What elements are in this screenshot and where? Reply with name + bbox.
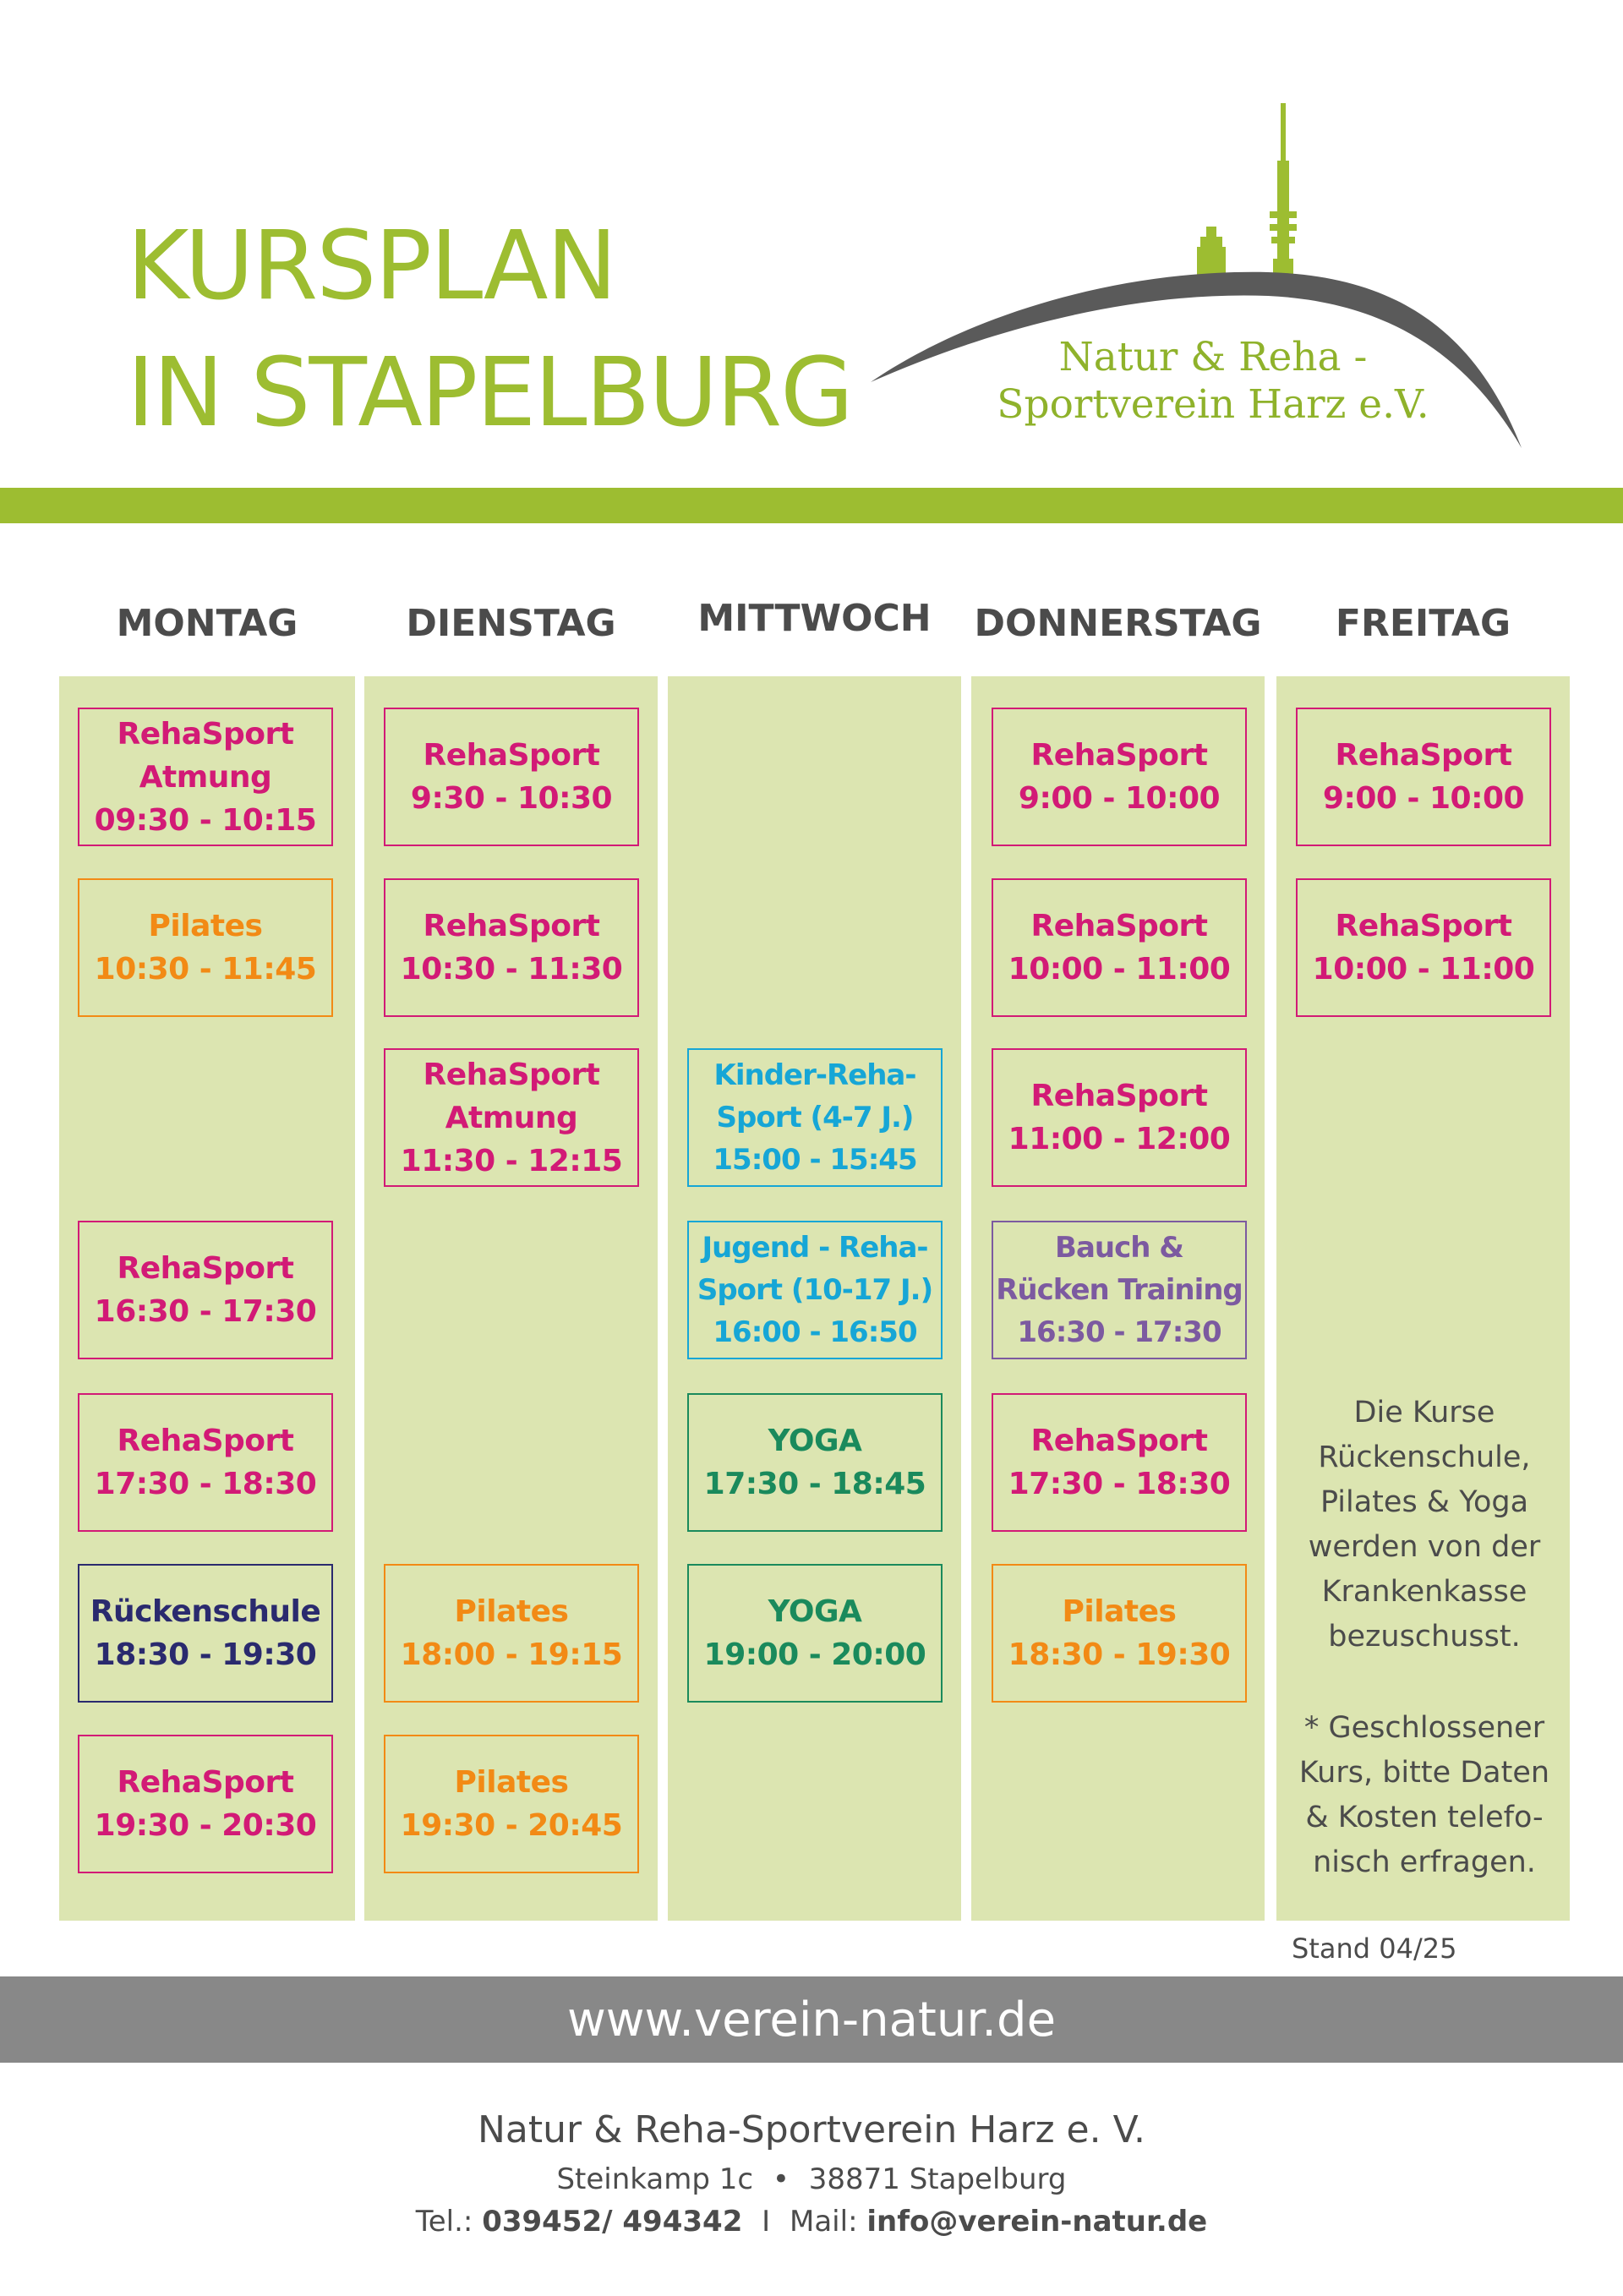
footer-org-name: Natur & Reha-Sportverein Harz e. V. xyxy=(478,2108,1145,2151)
course-card-donnerstag-rehasport-0900: RehaSport 9:00 - 10:00 xyxy=(992,708,1247,846)
footer-address xyxy=(0,2162,1623,2196)
course-card-montag-rehasport-atmung: RehaSport Atmung 09:30 - 10:15 xyxy=(78,708,333,846)
footer-tel-label: Tel.: xyxy=(415,2205,473,2239)
title-line-1: KURSPLAN xyxy=(127,211,616,321)
website-link[interactable]: www.verein-natur.de xyxy=(566,1992,1057,2047)
tv-tower-icon xyxy=(1270,103,1297,282)
course-card-freitag-rehasport-0900: RehaSport 9:00 - 10:00 xyxy=(1296,708,1551,846)
course-card-montag-rueckenschule: Rückenschule 18:30 - 19:30 xyxy=(78,1564,333,1703)
header-divider-band xyxy=(0,488,1623,523)
subsidy-note: Die Kurse Rückenschule, Pilates & Yoga werden von der Krankenkasse bezuschusst. xyxy=(1308,1396,1541,1654)
footer-contact xyxy=(0,2205,1623,2239)
stand-date: Stand 04/25 xyxy=(1292,1932,1457,1965)
day-heading-freitag: FREITAG xyxy=(1335,602,1511,645)
footer-divider: I xyxy=(762,2205,771,2239)
logo-text xyxy=(938,334,1488,429)
course-card-dienstag-rehasport-1030: RehaSport 10:30 - 11:30 xyxy=(384,878,639,1017)
day-heading-mittwoch: MITTWOCH xyxy=(697,597,932,640)
logo-text-line-1: Natur & Reha - xyxy=(1058,334,1368,380)
footer-mail-label: Mail: xyxy=(790,2205,858,2239)
day-heading-montag: MONTAG xyxy=(116,602,298,645)
course-card-donnerstag-rehasport-1100: RehaSport 11:00 - 12:00 xyxy=(992,1048,1247,1187)
footer-city: 38871 Stapelburg xyxy=(808,2162,1067,2196)
footer-separator: • xyxy=(772,2162,790,2196)
day-heading-dienstag: DIENSTAG xyxy=(406,602,616,645)
course-card-mittwoch-kinder-rehasport: Kinder-Reha- Sport (4-7 J.) 15:00 - 15:45 xyxy=(687,1048,943,1187)
course-card-mittwoch-yoga-1900: YOGA 19:00 - 20:00 xyxy=(687,1564,943,1703)
course-card-freitag-rehasport-1000: RehaSport 10:00 - 11:00 xyxy=(1296,878,1551,1017)
course-card-montag-rehasport-1730: RehaSport 17:30 - 18:30 xyxy=(78,1393,333,1532)
course-card-montag-pilates: Pilates 10:30 - 11:45 xyxy=(78,878,333,1017)
course-card-donnerstag-rehasport-1000: RehaSport 10:00 - 11:00 xyxy=(992,878,1247,1017)
course-card-dienstag-rehasport-0930: RehaSport 9:30 - 10:30 xyxy=(384,708,639,846)
course-card-mittwoch-yoga-1730: YOGA 17:30 - 18:45 xyxy=(687,1393,943,1532)
course-card-donnerstag-bauch-ruecken: Bauch & Rücken Training 16:30 - 17:30 xyxy=(992,1221,1247,1359)
course-card-montag-rehasport-1630: RehaSport 16:30 - 17:30 xyxy=(78,1221,333,1359)
logo-text-line-2: Sportverein Harz e.V. xyxy=(997,381,1429,428)
page-title xyxy=(127,203,852,456)
course-card-dienstag-pilates-1800: Pilates 18:00 - 19:15 xyxy=(384,1564,639,1703)
website-band xyxy=(0,1976,1623,2063)
course-card-donnerstag-rehasport-1730: RehaSport 17:30 - 18:30 xyxy=(992,1393,1247,1532)
course-card-dienstag-pilates-1930: Pilates 19:30 - 20:45 xyxy=(384,1735,639,1873)
closed-course-note: * Geschlossener Kurs, bitte Daten & Kosten telefo- nisch erfragen. xyxy=(1298,1711,1550,1879)
title-line-2: IN STAPELBURG xyxy=(127,338,852,448)
tower-building-icon xyxy=(1197,227,1226,277)
course-card-montag-rehasport-1930: RehaSport 19:30 - 20:30 xyxy=(78,1735,333,1873)
footer-street: Steinkamp 1c xyxy=(556,2162,754,2196)
course-card-mittwoch-jugend-rehasport: Jugend - Reha- Sport (10-17 J.) 16:00 - 16:50 xyxy=(687,1221,943,1359)
footer-tel[interactable]: 039452/ 494342 xyxy=(482,2205,743,2239)
course-card-donnerstag-pilates: Pilates 18:30 - 19:30 xyxy=(992,1564,1247,1703)
footer-mail[interactable]: info@verein-natur.de xyxy=(866,2205,1208,2239)
day-heading-donnerstag: DONNERSTAG xyxy=(974,602,1262,645)
course-card-dienstag-rehasport-atmung: RehaSport Atmung 11:30 - 12:15 xyxy=(384,1048,639,1187)
